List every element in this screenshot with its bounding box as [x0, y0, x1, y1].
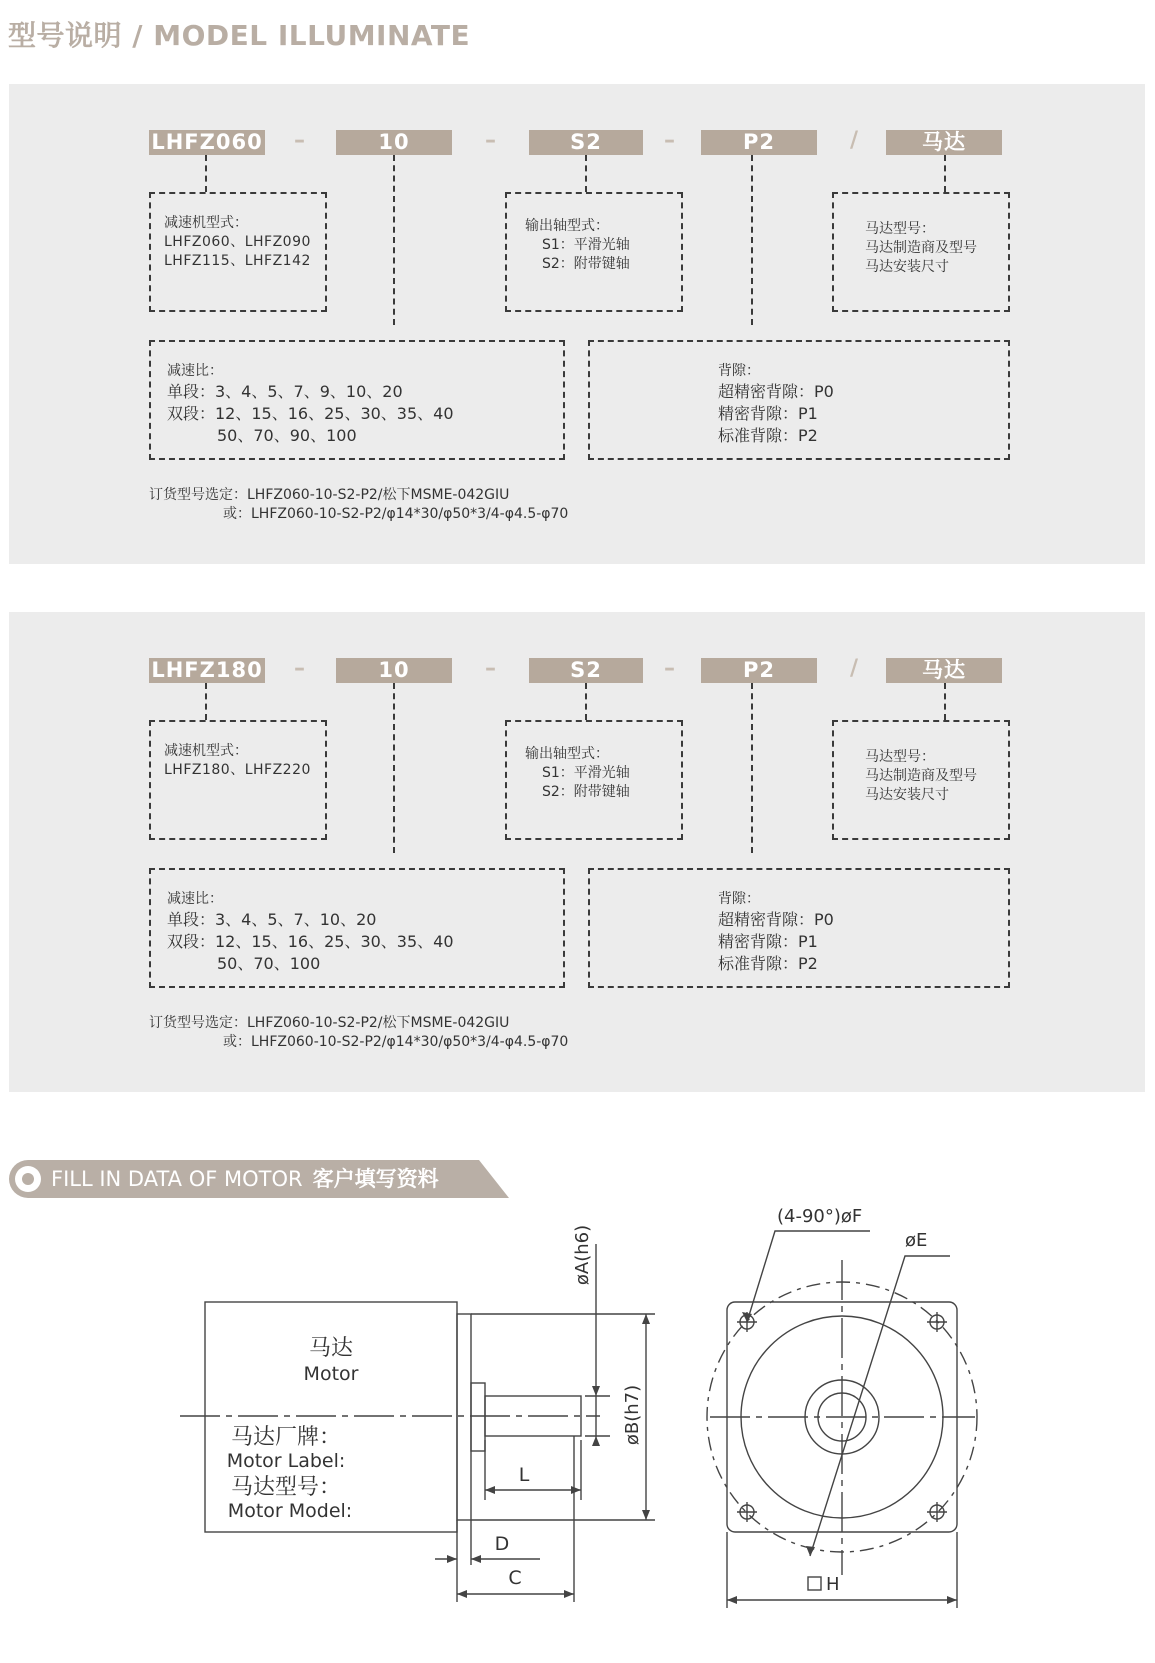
connector-line: [751, 155, 753, 325]
ratio-line: 50、70、90、100: [217, 426, 357, 445]
shaft-type-box: [505, 192, 683, 312]
connector-line: [393, 155, 395, 325]
motor-model-heading: 马达型号：: [865, 749, 935, 765]
motor-body: [205, 1302, 457, 1532]
pilot-circle: [741, 1316, 943, 1518]
reducer-type-line: LHFZ060、LHFZ090: [164, 234, 311, 250]
tag-backlash: P2: [701, 130, 817, 155]
backlash-line: 超精密背隙：P0: [718, 382, 834, 401]
separator: /: [850, 656, 859, 681]
separator: –: [664, 656, 675, 681]
shaft-inner-circle: [818, 1393, 866, 1441]
bolt-hole: [930, 1315, 944, 1329]
separator: –: [485, 128, 496, 153]
pitch-circle: [707, 1282, 977, 1552]
shaft-type-heading: 输出轴型式：: [525, 746, 609, 762]
motor-shaft: [485, 1396, 581, 1436]
backlash-box: [588, 340, 1010, 460]
page-title: 型号说明 / MODEL ILLUMINATE: [8, 19, 471, 52]
bolt-hole: [740, 1505, 754, 1519]
tag-reducer-model: LHFZ180: [149, 658, 265, 683]
reducer-type-heading: 减速机型式：: [164, 743, 248, 759]
bolt-hole: [740, 1315, 754, 1329]
motor-model-line: 马达制造商及型号: [865, 768, 977, 784]
reducer-type-box: [149, 720, 327, 840]
tag-motor: 马达: [886, 658, 1002, 683]
connector-line: [585, 155, 587, 192]
model-panel-1: [9, 84, 1145, 564]
dim-d-label: D: [494, 1533, 510, 1555]
separator: –: [294, 128, 305, 153]
order-example-alt: 或：LHFZ060-10-S2-P2/φ14*30/φ50*3/4-φ4.5-φ70: [223, 506, 569, 522]
order-example-alt: 或：LHFZ060-10-S2-P2/φ14*30/φ50*3/4-φ4.5-φ70: [223, 1034, 569, 1050]
motor-front-view-drawing: [707, 1231, 977, 1608]
ratio-heading: 减速比：: [167, 363, 223, 379]
motor-model-heading: 马达型号：: [865, 221, 935, 237]
shaft-outer-circle: [805, 1380, 879, 1454]
reducer-type-heading: 减速机型式：: [164, 215, 248, 231]
connector-line: [393, 683, 395, 853]
backlash-line: 超精密背隙：P0: [718, 910, 834, 929]
motor-brand-en: Motor Label:: [226, 1450, 346, 1472]
shaft-type-heading: 输出轴型式：: [525, 218, 609, 234]
motor-model-line: 马达制造商及型号: [865, 240, 977, 256]
tag-shaft: S2: [529, 130, 643, 155]
order-example: 订货型号选定：LHFZ060-10-S2-P2/松下MSME-042GIU: [149, 1015, 510, 1031]
connector-line: [944, 155, 946, 192]
order-example: 订货型号选定：LHFZ060-10-S2-P2/松下MSME-042GIU: [149, 487, 510, 503]
dim-h-label: H: [826, 1574, 840, 1595]
dim-c-label: C: [508, 1567, 522, 1589]
motor-brand-cn: 马达厂牌：: [230, 1425, 342, 1450]
ratio-line: 双段：12、15、16、25、30、35、40: [167, 404, 454, 423]
reducer-type-box: [149, 192, 327, 312]
motor-data-header: [9, 1160, 509, 1198]
dim-f-label: (4-90°)øF: [777, 1206, 863, 1227]
backlash-line: 标准背隙：P2: [718, 954, 818, 973]
shaft-type-line: S2：附带键轴: [542, 784, 630, 800]
shaft-type-line: S1：平滑光轴: [542, 237, 630, 253]
motor-flange: [457, 1314, 471, 1520]
ratio-line: 双段：12、15、16、25、30、35、40: [167, 932, 454, 951]
motor-model-en: Motor Model:: [227, 1500, 353, 1522]
tag-ratio: 10: [336, 658, 452, 683]
backlash-line: 精密背隙：P1: [718, 404, 818, 423]
flange-square: [727, 1302, 957, 1532]
model-panel-2: [9, 612, 1145, 1092]
separator: /: [850, 128, 859, 153]
ratio-line: 50、70、100: [217, 954, 321, 973]
shaft-type-box: [505, 720, 683, 840]
motor-label-cn: 马达: [308, 1336, 354, 1361]
ratio-line: 单段：3、4、5、7、10、20: [167, 910, 377, 929]
backlash-box: [588, 868, 1010, 988]
square-symbol: [808, 1577, 821, 1590]
shaft-type-line: S2：附带键轴: [542, 256, 630, 272]
backlash-line: 标准背隙：P2: [718, 426, 818, 445]
connector-line: [585, 683, 587, 720]
dim-a-label: øA(h6): [572, 1224, 593, 1286]
motor-model-box: [832, 192, 1010, 312]
motor-model-line: 马达安装尺寸: [865, 787, 949, 803]
motor-pilot: [471, 1383, 485, 1451]
reducer-type-line: LHFZ180、LHFZ220: [164, 762, 311, 778]
separator: –: [294, 656, 305, 681]
ratio-box: [149, 340, 565, 460]
reducer-type-line: LHFZ115、LHFZ142: [164, 253, 311, 269]
connector-line: [205, 155, 207, 192]
dim-b-label: øB(h7): [622, 1384, 643, 1446]
ratio-heading: 减速比：: [167, 891, 223, 907]
backlash-line: 精密背隙：P1: [718, 932, 818, 951]
backlash-heading: 背隙：: [718, 363, 760, 379]
tag-reducer-model: LHFZ060: [149, 130, 265, 155]
dim-l-label: L: [518, 1464, 530, 1486]
shaft-type-line: S1：平滑光轴: [542, 765, 630, 781]
separator: –: [485, 656, 496, 681]
dim-e-label: øE: [905, 1230, 928, 1251]
motor-model-line: 马达安装尺寸: [865, 259, 949, 275]
tag-ratio: 10: [336, 130, 452, 155]
ratio-line: 单段：3、4、5、7、9、10、20: [167, 382, 403, 401]
ratio-box: [149, 868, 565, 988]
tag-backlash: P2: [701, 658, 817, 683]
motor-data-title-cn: 客户填写资料: [312, 1167, 439, 1191]
bullet-icon: [15, 1166, 41, 1192]
motor-data-title-en: FILL IN DATA OF MOTOR: [51, 1167, 303, 1191]
connector-line: [751, 683, 753, 853]
tag-motor: 马达: [886, 130, 1002, 155]
connector-line: [944, 683, 946, 720]
tag-shaft: S2: [529, 658, 643, 683]
separator: –: [664, 128, 675, 153]
motor-label-en: Motor: [303, 1363, 359, 1385]
connector-line: [205, 683, 207, 720]
motor-model-cn: 马达型号：: [230, 1475, 342, 1500]
motor-model-box: [832, 720, 1010, 840]
bolt-hole: [930, 1505, 944, 1519]
backlash-heading: 背隙：: [718, 891, 760, 907]
